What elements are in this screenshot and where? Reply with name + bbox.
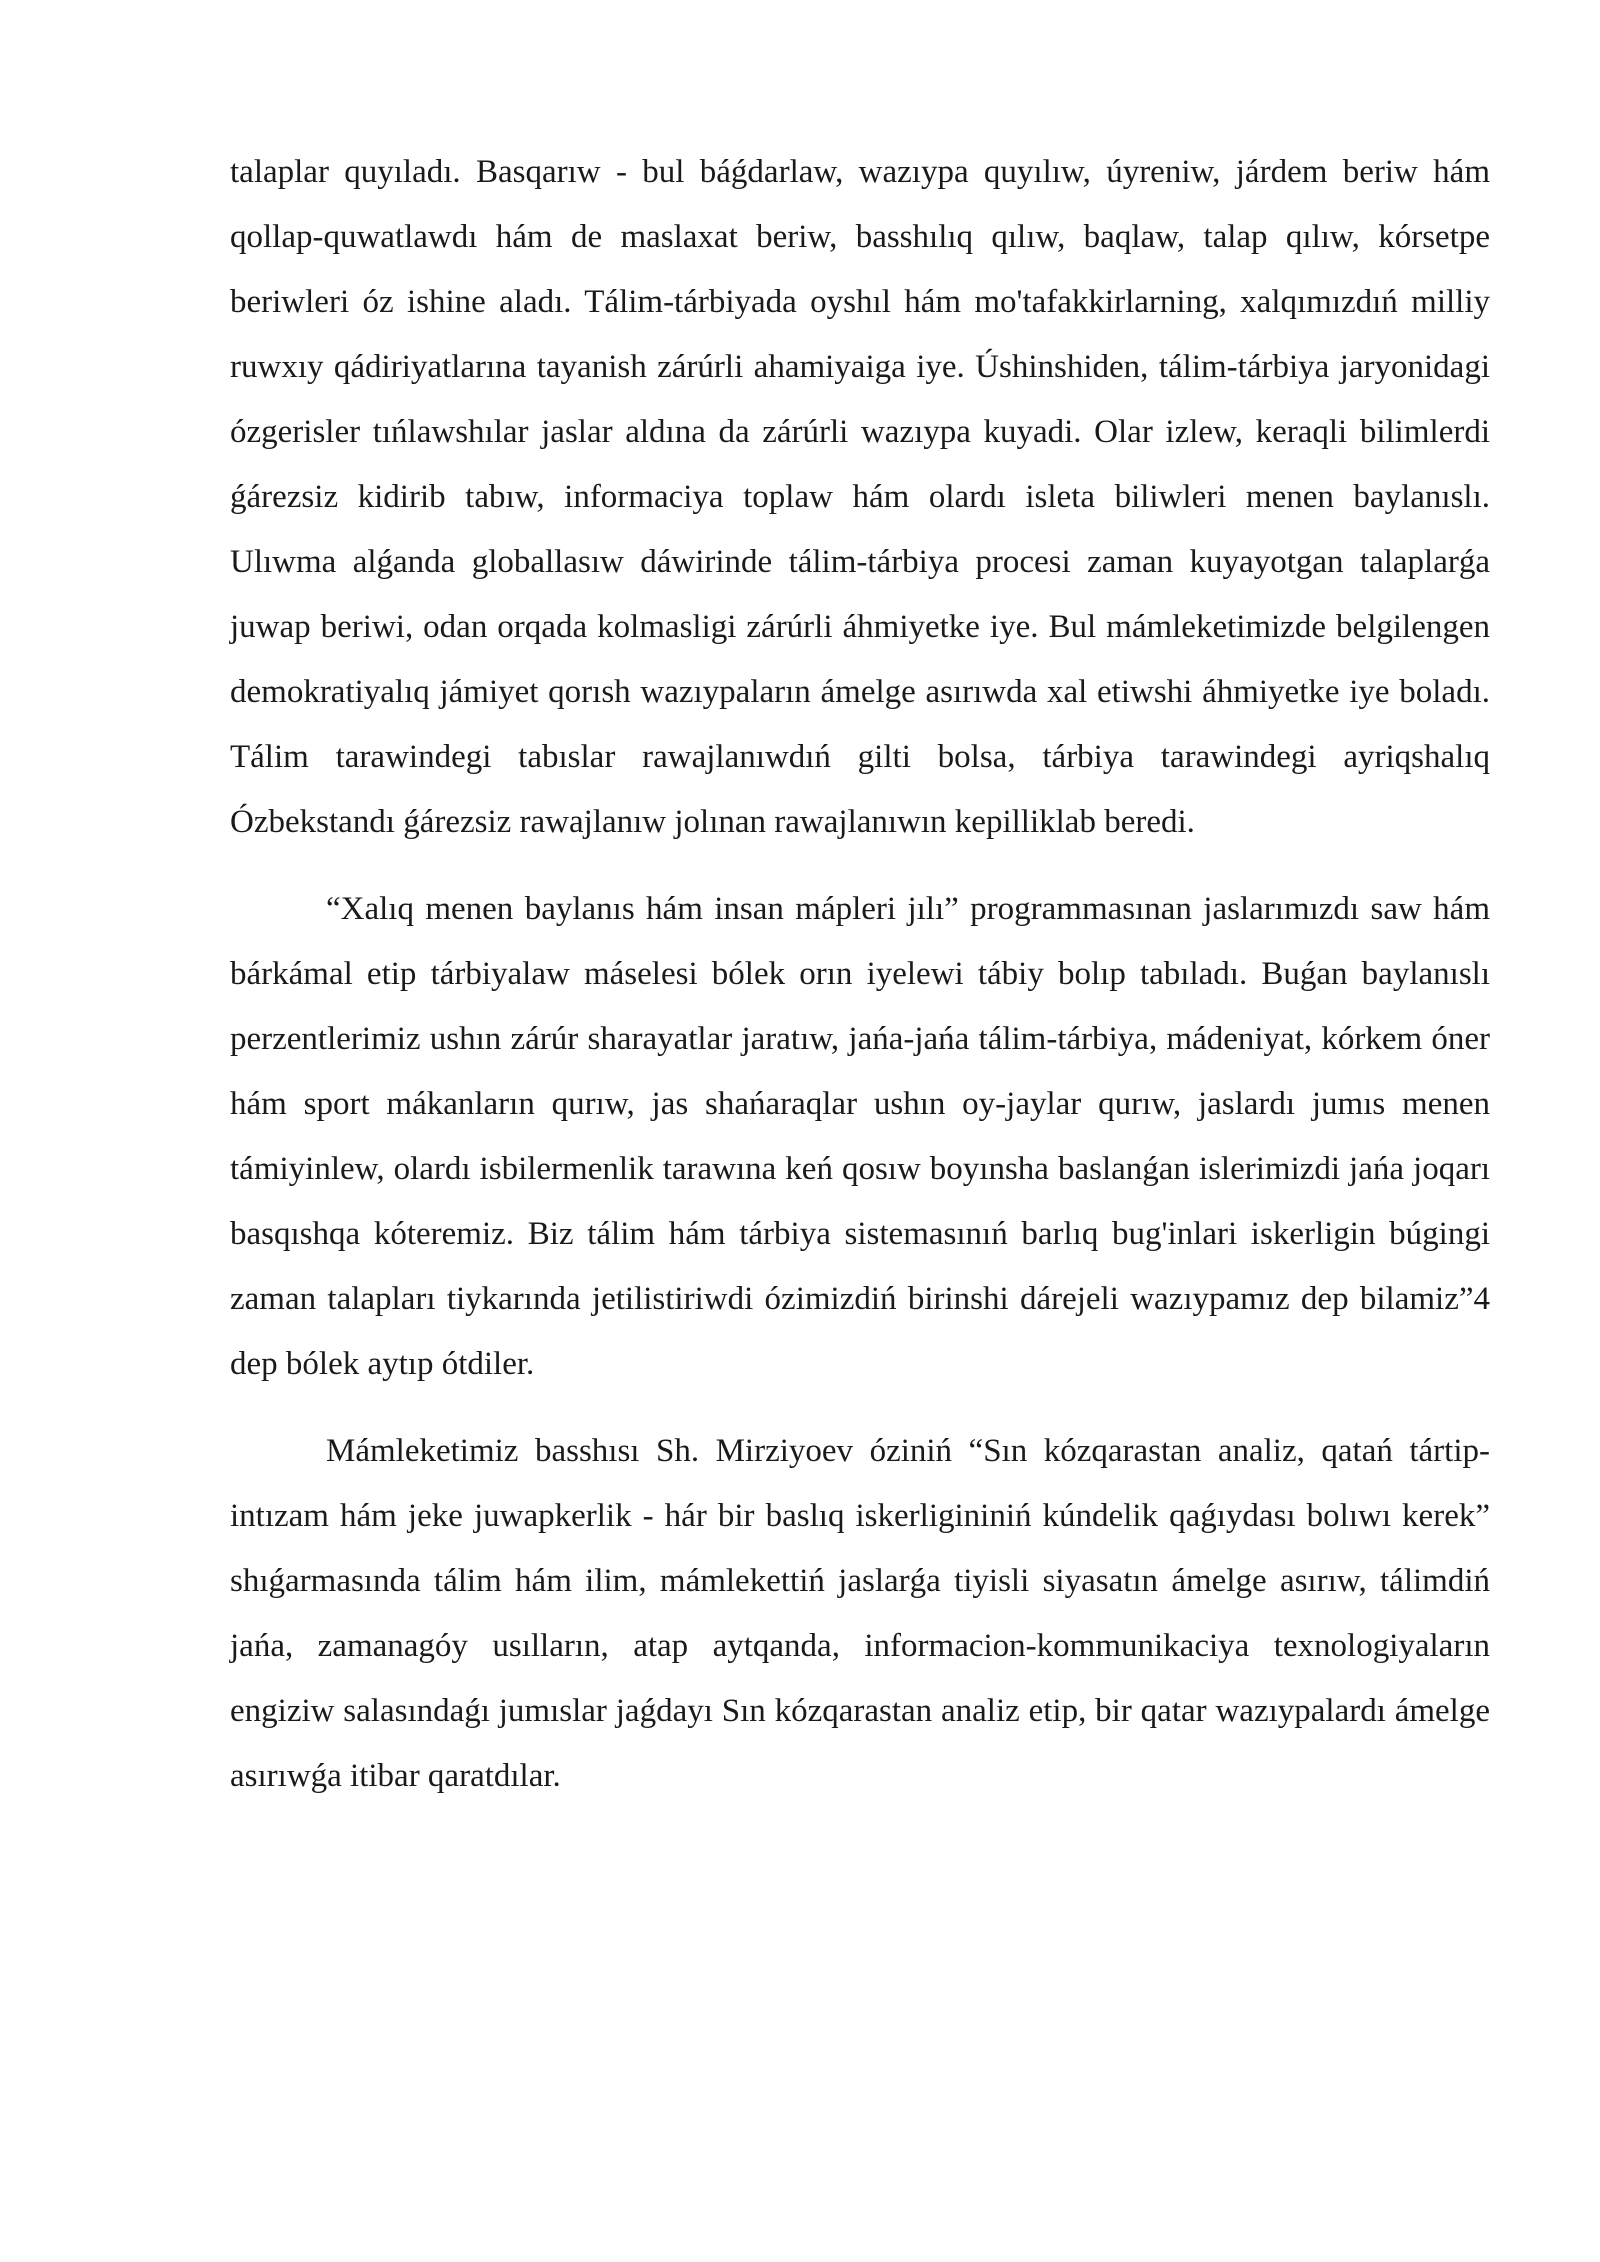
- paragraph-2: “Xalıq menen baylanıs hám insan mápleri jılı” programmasınan jaslarımızdı saw hám bárkámal etip tárbiyalaw máselesi bólek orın iyelewi tábiy bolıp tabıladı. Buǵan baylanıslı perzentlerimiz ushın zárúr sharayatlar jaratıw, jańa-jańa tálim-tárbiya, mádeniyat, kórkem óner hám sport mákanların qurıw, jas shańaraqlar ushın oy-jaylar qurıw, jaslardı jumıs menen támiyinlew, olardı isbilermenlik tarawına keń qosıw boyınsha baslanǵan islerimizdi jańa joqarı basqıshqa kóteremiz. Biz tálim hám tárbiya sistemasınıń barlıq bug'inlari iskerligin búgingi zaman talapları tiykarında jetilistiriwdi ózimizdiń birinshi dárejeli wazıypamız dep bilamiz”4 dep bólek aytıp ótdiler.: [230, 891, 1490, 1382]
- document-body: [230, 140, 1490, 1809]
- paragraph-1: talaplar quyıladı. Basqarıw - bul báǵdarlaw, wazıypa quyılıw, úyreniw, járdem beriw hám qollap-quwatlawdı hám de maslaxat beriw, basshılıq qılıw, baqlaw, talap qılıw, kórsetpe beriwleri óz ishine aladı. Tálim-tárbiyada oyshıl hám mo'tafakkirlarning, xalqımızdıń milliy ruwxıy qádiriyatlarına tayanish zárúrli ahamiyaiga iye. Úshinshiden, tálim-tárbiya jaryonidagi ózgerisler tıńlawshılar jaslar aldına da zárúrli wazıypa kuyadi. Olar izlew, keraqli bilimlerdi ǵárezsiz kidirib tabıw, informaciya toplaw hám olardı isleta biliwleri menen baylanıslı. Ulıwma alǵanda globallasıw dáwirinde tálim-tárbiya procesi zaman kuyayotgan talaplarǵa juwap beriwi, odan orqada kolmasligi zárúrli áhmiyetke iye. Bul mámleketimizde belgilengen demokratiyalıq jámiyet qorısh wazıypaların ámelge asırıwda xal etiwshi áhmiyetke iye boladı. Tálim tarawindegi tabıslar rawajlanıwdıń gilti bolsa, tárbiya tarawindegi ayriqshalıq Ózbekstandı ǵárezsiz rawajlanıw jolınan rawajlanıwın kepilliklab beredi.: [230, 154, 1490, 840]
- paragraph-3: Mámleketimiz basshısı Sh. Mirziyoev óziniń “Sın kózqarastan analiz, qatań tártip-intızam hám jeke juwapkerlik - hár bir baslıq iskerligininiń kúndelik qaǵıydası bolıwı kerek” shıǵarmasında tálim hám ilim, mámlekettiń jaslarǵa tiyisli siyasatın ámelge asırıw, tálimdiń jańa, zamanagóy usılların, atap aytqanda, informacion-kommunikaciya texnologiyaların engiziw salasındaǵı jumıslar jaǵdayı Sın kózqarastan analiz etip, bir qatar wazıypalardı ámelge asırıwǵa itibar qaratdılar.: [230, 1433, 1490, 1794]
